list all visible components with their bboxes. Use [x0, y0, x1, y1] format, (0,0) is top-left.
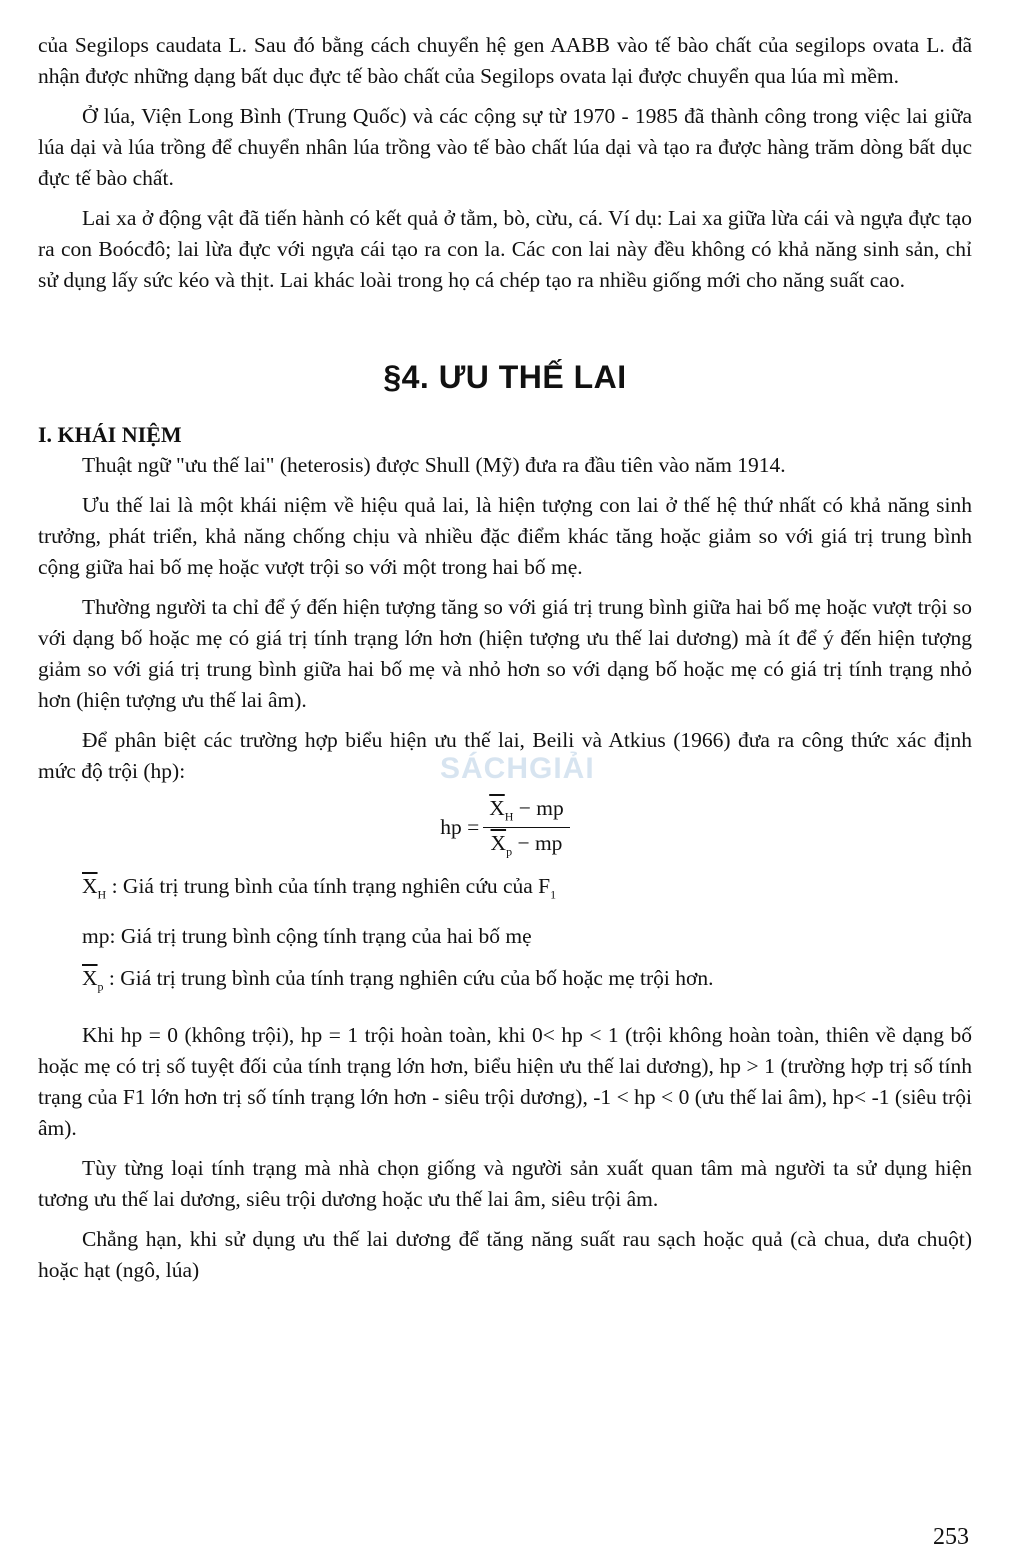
page-number: 253	[933, 1524, 969, 1550]
paragraph: Lai xa ở động vật đã tiến hành có kết quả ở tằm, bò, cừu, cá. Ví dụ: Lai xa giữa lừa cái và ngựa đực tạo ra con Boócđô; lai lừa đực với ngựa cái tạo ra con la. Các con lai này đều không có khả năng sinh sản, chỉ sử dụng lấy sức kéo và thịt. Lai khác loài trong họ cá chép tạo ra nhiều giống mới cho năng suất cao.	[38, 206, 972, 292]
formula-denominator: $\overline{X}_p$ − mp	[490, 831, 563, 859]
definition-xh: $\overline{X}_H$ : Giá trị trung bình của tính trạng nghiên cứu của $F_1$	[82, 873, 557, 901]
formula-numerator: $\overline{X}_H$ − mp	[483, 796, 570, 828]
paragraph: Ở lúa, Viện Long Bình (Trung Quốc) và các cộng sự từ 1970 - 1985 đã thành công trong việc lai giữa lúa dại và lúa trồng để chuyển nhân lúa trồng vào tế bào chất lúa dại và tạo ra được hàng trăm dòng bất dục đực tế bào chất.	[38, 104, 972, 190]
watermark-logo: SÁCHGIẢI	[440, 752, 595, 785]
paragraph: của Segilops caudata L. Sau đó bằng cách chuyển hệ gen AABB vào tế bào chất của segilops ovata L. đã nhận được những dạng bất dục đực tế bào chất của Segilops ovata lại được chuyển qua lúa mì mềm.	[38, 33, 972, 88]
section-title: §4. ƯU THẾ LAI	[383, 359, 627, 395]
paragraph: Ưu thế lai là một khái niệm về hiệu quả lai, là hiện tượng con lai ở thế hệ thứ nhất có khả năng sinh trưởng, phát triển, khả năng chống chịu và nhiều đặc điểm khác tăng hoặc giảm so với giá trị trung bình cộng giữa hai bố mẹ hoặc vượt trội so với một trong hai bố mẹ.	[38, 493, 972, 579]
formula-lhs: hp =	[440, 815, 480, 840]
paragraph: Tùy từng loại tính trạng mà nhà chọn giống và người sản xuất quan tâm mà người ta sử dụng hiện tương ưu thế lai dương, siêu trội dương hoặc ưu thế lai âm, siêu trội âm.	[38, 1156, 972, 1212]
paragraph: Thường người ta chỉ để ý đến hiện tượng tăng so với giá trị trung bình giữa hai bố mẹ hoặc vượt trội so với dạng bố hoặc mẹ có giá trị tính trạng lớn hơn (hiện tượng ưu thế lai dương) mà ít để ý đến hiện tượng giảm so với giá trị trung bình giữa hai bố mẹ và nhỏ hơn so với dạng bố hoặc mẹ có giá trị tính trạng nhỏ hơn (hiện tượng ưu thế lai âm).	[38, 595, 972, 712]
formula-fraction	[483, 796, 570, 860]
definitions	[38, 871, 972, 1003]
hp-formula	[38, 796, 972, 860]
paragraph: Để phân biệt các trường hợp biểu hiện ưu thế lai, Beili và Atkius (1966) đưa ra công thức xác định mức độ trội (hp):	[38, 728, 972, 783]
definition-mp: mp: Giá trị trung bình cộng tính trạng của hai bố mẹ	[82, 923, 532, 948]
document-page	[38, 30, 972, 1286]
definition-xp: $\overline{X}_p$ : Giá trị trung bình của tính trạng nghiên cứu của bố hoặc mẹ trội hơn.	[82, 965, 714, 994]
paragraph: Thuật ngữ "ưu thế lai" (heterosis) được Shull (Mỹ) đưa ra đầu tiên vào năm 1914.	[82, 453, 786, 477]
subheading: I. KHÁI NIỆM	[38, 422, 182, 447]
paragraph: Chẳng hạn, khi sử dụng ưu thế lai dương để tăng năng suất rau sạch hoặc quả (cà chua, dưa chuột) hoặc hạt (ngô, lúa)	[38, 1227, 972, 1283]
paragraph: Khi hp = 0 (không trội), hp = 1 trội hoàn toàn, khi 0< hp < 1 (trội không hoàn toàn, thiên về dạng bố hoặc mẹ có trị số tuyệt đối của tính trạng lớn hơn, biểu hiện ưu thế lai dương), hp > 1 (trường hợp trị số tính trạng của F1 lớn hơn trị số tính trạng lớn hơn - siêu trội dương), -1 < hp < 0 (ưu thế lai âm), hp< -1 (siêu trội âm).	[38, 1023, 972, 1141]
